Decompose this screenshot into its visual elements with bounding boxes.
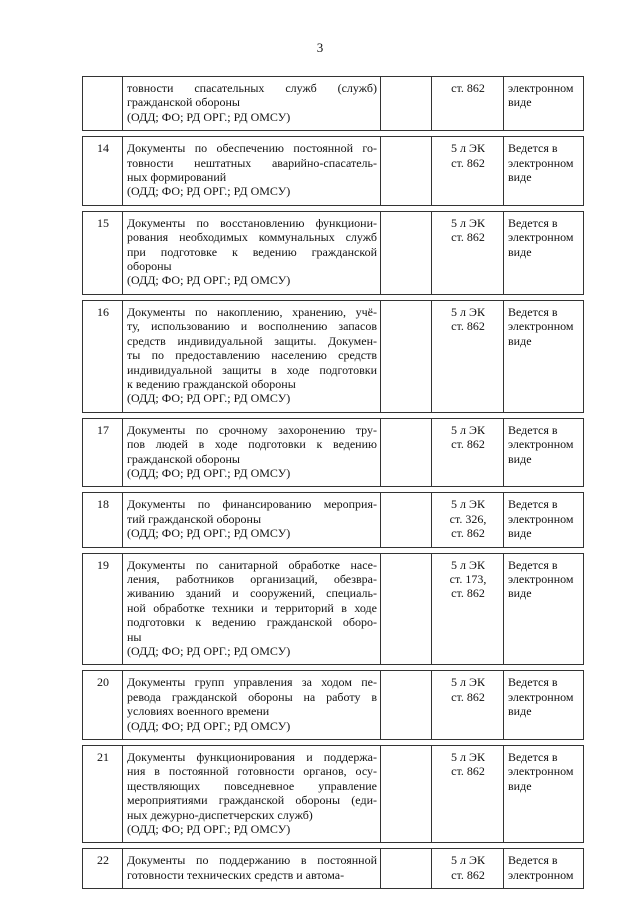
document-title bbox=[123, 418, 381, 487]
row-number: 19 bbox=[83, 553, 123, 665]
retention-period bbox=[432, 137, 504, 206]
note bbox=[504, 211, 584, 294]
note bbox=[504, 553, 584, 665]
table-row bbox=[83, 300, 584, 412]
empty-cell bbox=[381, 211, 432, 294]
retention-period bbox=[432, 300, 504, 412]
document-title-line: (ОДД; ФО; РД ОРГ.; РД ОМСУ) bbox=[127, 644, 291, 658]
retention-period-line: ст. 862 bbox=[451, 526, 485, 541]
document-title-line: подготовки к ведению гражданской оборо- bbox=[127, 615, 377, 630]
retention-period-line: 5 л ЭК bbox=[451, 497, 485, 512]
retention-period bbox=[432, 493, 504, 547]
document-title-line: ных дежурно-диспетчерских служб) bbox=[127, 807, 313, 822]
document-title-line: ревода гражданской обороны на работу в bbox=[127, 689, 377, 704]
retention-period bbox=[432, 746, 504, 843]
note bbox=[504, 849, 584, 889]
retention-period-line: 5 л ЭК bbox=[451, 422, 485, 437]
retention-period-line: ст. 862 bbox=[451, 689, 485, 704]
row-number bbox=[83, 77, 123, 131]
document-title-line: Документы по обеспечению постоянной го- bbox=[127, 141, 377, 156]
retention-period-line: ст. 862 bbox=[451, 764, 485, 779]
document-title-line: Документы по финансированию мероприя- bbox=[127, 497, 377, 512]
document-title-line: Документы функционирования и поддержа- bbox=[127, 750, 377, 765]
retention-period-line: ст. 173, bbox=[449, 571, 487, 586]
document-title-line: (ОДД; ФО; РД ОРГ.; РД ОМСУ) bbox=[127, 184, 291, 199]
document-title-line: Документы по санитарной обработке насе- bbox=[127, 557, 377, 572]
empty-cell bbox=[381, 300, 432, 412]
table-row bbox=[83, 553, 584, 665]
document-title-line: Документы по накоплению, хранению, учё- bbox=[127, 304, 377, 319]
note-line: виде bbox=[508, 95, 532, 110]
table-row bbox=[83, 137, 584, 206]
document-title-line: гражданской обороны bbox=[127, 95, 240, 110]
document-title-line: (ОДД; ФО; РД ОРГ.; РД ОМСУ) bbox=[127, 465, 291, 480]
retention-period-line: ст. 862 bbox=[451, 155, 485, 170]
document-title bbox=[123, 300, 381, 412]
note-line: виде bbox=[508, 526, 532, 541]
document-title-line: ты по предоставлению населению средств bbox=[127, 348, 377, 363]
note bbox=[504, 137, 584, 206]
document-title-line: ту, использованию и восполнению запасов bbox=[127, 319, 377, 334]
row-number: 14 bbox=[83, 137, 123, 206]
note-line: виде bbox=[508, 704, 532, 719]
retention-period-line: ст. 862 bbox=[451, 319, 485, 334]
document-title bbox=[123, 746, 381, 843]
note bbox=[504, 746, 584, 843]
document-title-line: Документы групп управления за ходом пе- bbox=[127, 675, 377, 690]
document-title-line: рования необходимых коммунальных служб bbox=[127, 230, 377, 245]
retention-period-line: ст. 862 bbox=[451, 867, 485, 882]
document-title-line: при подготовке к ведению гражданской bbox=[127, 244, 377, 259]
note bbox=[504, 671, 584, 740]
row-number: 16 bbox=[83, 300, 123, 412]
document-title-line: ной обработке техники и территорий в ходе bbox=[127, 600, 377, 615]
row-number: 18 bbox=[83, 493, 123, 547]
retention-period-line: 5 л ЭК bbox=[451, 215, 485, 230]
note-line: электронном bbox=[508, 511, 574, 526]
note-line: электронном bbox=[508, 764, 574, 779]
retention-period-line: 5 л ЭК bbox=[451, 675, 485, 690]
note-line: виде bbox=[508, 778, 532, 793]
document-title-line: ны bbox=[127, 629, 142, 644]
retention-period-line: 5 л ЭК bbox=[451, 557, 485, 572]
retention-period-line: 5 л ЭК bbox=[451, 304, 485, 319]
document-title-line: товности нештатных аварийно-спасатель- bbox=[127, 155, 377, 170]
document-title-line: индивидуальной защиты в ходе подготовки bbox=[127, 362, 377, 377]
retention-period-line: ст. 862 bbox=[451, 586, 485, 601]
row-number: 17 bbox=[83, 418, 123, 487]
document-title-line: живанию зданий и сооружений, специаль- bbox=[127, 586, 377, 601]
document-title-line: Документы по поддержанию в постоянной bbox=[127, 853, 377, 868]
retention-period-line: 5 л ЭК bbox=[451, 853, 485, 868]
note-line: виде bbox=[508, 170, 532, 185]
document-title bbox=[123, 77, 381, 131]
document-title-line: обороны bbox=[127, 259, 172, 274]
note-line: Ведется в bbox=[508, 422, 558, 437]
table-row bbox=[83, 418, 584, 487]
document-title-line: к ведению гражданской обороны bbox=[127, 376, 296, 391]
note bbox=[504, 77, 584, 131]
note bbox=[504, 493, 584, 547]
note-line: виде bbox=[508, 451, 532, 466]
note-line: электронном bbox=[508, 571, 574, 586]
retention-period-line: ст. 862 bbox=[451, 230, 485, 245]
note-line: электронном bbox=[508, 867, 574, 882]
retention-period bbox=[432, 849, 504, 889]
note-line: виде bbox=[508, 333, 532, 348]
document-title-line: товности спасательных служб (служб) bbox=[127, 81, 377, 95]
row-number: 20 bbox=[83, 671, 123, 740]
note-line: Ведется в bbox=[508, 215, 558, 230]
document-title-line: (ОДД; ФО; РД ОРГ.; РД ОМСУ) bbox=[127, 109, 291, 124]
page-number: 3 bbox=[316, 40, 324, 55]
document-title-line: готовности технических средств и автома- bbox=[127, 867, 345, 882]
table-body bbox=[83, 77, 584, 889]
retention-period-line: 5 л ЭК bbox=[451, 141, 485, 156]
document-title-line: ления, работников организаций, обезвра- bbox=[127, 571, 377, 586]
document-title-line: мероприятиями гражданской обороны (еди- bbox=[127, 793, 377, 808]
note-line: виде bbox=[508, 244, 532, 259]
retention-period-line: 5 л ЭК bbox=[451, 750, 485, 765]
retention-period bbox=[432, 211, 504, 294]
document-title-line: Документы по восстановлению функциони- bbox=[127, 215, 377, 230]
row-number: 22 bbox=[83, 849, 123, 889]
note bbox=[504, 418, 584, 487]
empty-cell bbox=[381, 493, 432, 547]
row-number: 15 bbox=[83, 211, 123, 294]
document-title-line: тий гражданской обороны bbox=[127, 511, 262, 526]
retention-period bbox=[432, 77, 504, 131]
document-title-line: (ОДД; ФО; РД ОРГ.; РД ОМСУ) bbox=[127, 526, 291, 541]
document-title-line: (ОДД; ФО; РД ОРГ.; РД ОМСУ) bbox=[127, 822, 291, 837]
empty-cell bbox=[381, 671, 432, 740]
note-line: электронном bbox=[508, 689, 574, 704]
document-title-line: гражданской обороны bbox=[127, 451, 240, 466]
empty-cell bbox=[381, 553, 432, 665]
document-title-line: ния в постоянной готовности органов, осу- bbox=[127, 764, 377, 779]
note-line: Ведется в bbox=[508, 675, 558, 690]
document-title-line: условиях военного времени bbox=[127, 704, 270, 719]
note-line: Ведется в bbox=[508, 304, 558, 319]
note-line: электронном bbox=[508, 155, 574, 170]
retention-period-line: ст. 862 bbox=[451, 81, 485, 95]
note-line: Ведется в bbox=[508, 557, 558, 572]
document-title bbox=[123, 849, 381, 889]
retention-period-line: ст. 326, bbox=[449, 511, 487, 526]
document-title bbox=[123, 493, 381, 547]
empty-cell bbox=[381, 418, 432, 487]
note bbox=[504, 300, 584, 412]
empty-cell bbox=[381, 849, 432, 889]
document-title bbox=[123, 211, 381, 294]
note-line: Ведется в bbox=[508, 141, 558, 156]
document-title-line: ществляющих повседневное управление bbox=[127, 778, 377, 793]
table-row bbox=[83, 671, 584, 740]
table-row bbox=[83, 849, 584, 889]
empty-cell bbox=[381, 77, 432, 131]
note-line: электронном bbox=[508, 319, 574, 334]
document-title bbox=[123, 553, 381, 665]
retention-period bbox=[432, 671, 504, 740]
documents-table bbox=[82, 76, 584, 889]
row-number: 21 bbox=[83, 746, 123, 843]
document-title-line: (ОДД; ФО; РД ОРГ.; РД ОМСУ) bbox=[127, 718, 291, 733]
document-title-line: ных формирований bbox=[127, 170, 227, 185]
note-line: электронном bbox=[508, 437, 574, 452]
table-row bbox=[83, 77, 584, 131]
table-row bbox=[83, 493, 584, 547]
retention-period bbox=[432, 553, 504, 665]
empty-cell bbox=[381, 746, 432, 843]
document-title-line: пов людей в ходе подготовки к ведению bbox=[127, 437, 377, 452]
table-row bbox=[83, 746, 584, 843]
retention-period bbox=[432, 418, 504, 487]
table-row bbox=[83, 211, 584, 294]
document-title-line: средств индивидуальной защиты. Докумен- bbox=[127, 333, 377, 348]
note-line: электронном bbox=[508, 81, 574, 95]
document-title-line: (ОДД; ФО; РД ОРГ.; РД ОМСУ) bbox=[127, 273, 291, 288]
note-line: Ведется в bbox=[508, 853, 558, 868]
document-title bbox=[123, 137, 381, 206]
document-title-line: (ОДД; ФО; РД ОРГ.; РД ОМСУ) bbox=[127, 391, 291, 406]
note-line: Ведется в bbox=[508, 497, 558, 512]
note-line: виде bbox=[508, 586, 532, 601]
document-title-line: Документы по срочному захоронению тру- bbox=[127, 422, 377, 437]
document-title bbox=[123, 671, 381, 740]
empty-cell bbox=[381, 137, 432, 206]
note-line: электронном bbox=[508, 230, 574, 245]
retention-period-line: ст. 862 bbox=[451, 437, 485, 452]
note-line: Ведется в bbox=[508, 750, 558, 765]
